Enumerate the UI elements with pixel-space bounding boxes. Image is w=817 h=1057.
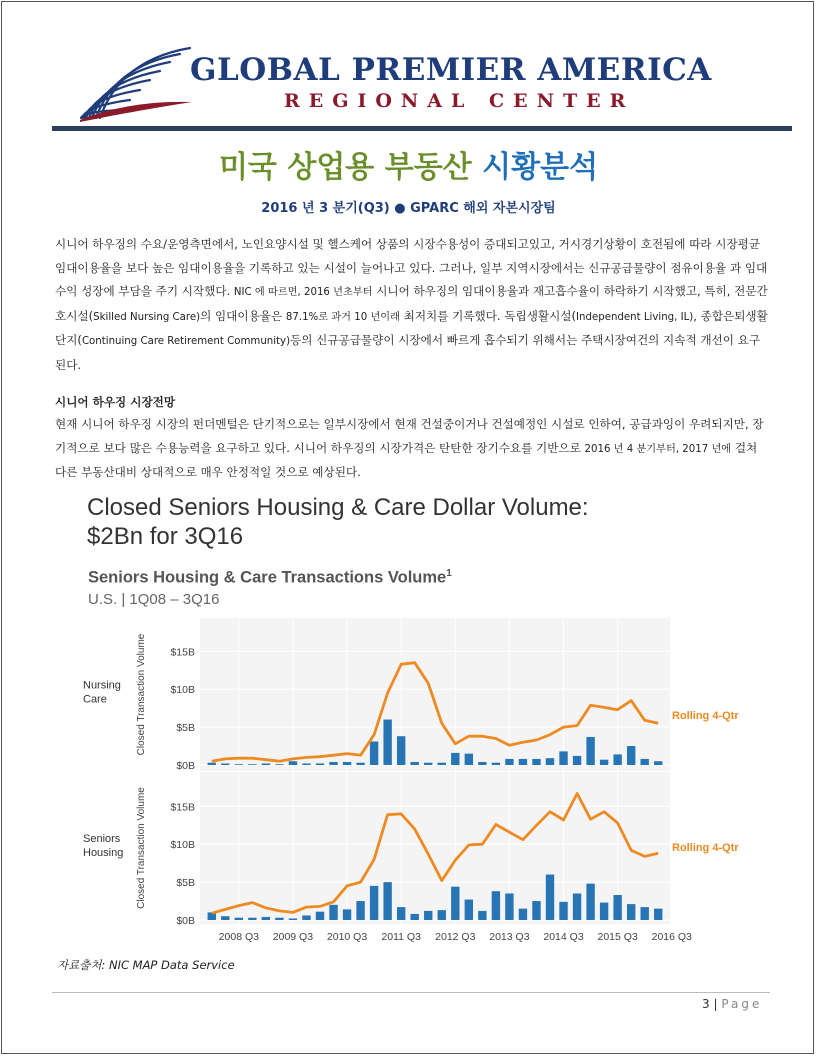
volume-bar xyxy=(248,764,256,765)
page-separator: | xyxy=(713,997,718,1011)
chart-figure xyxy=(80,490,739,950)
title-part-1: 미국 상업용 부동산 xyxy=(218,150,483,185)
volume-bar xyxy=(546,875,554,920)
volume-bar xyxy=(451,753,459,765)
volume-bar xyxy=(235,918,243,920)
chart-footnote-mark: 1 xyxy=(446,568,452,579)
x-tick-label: 2015 Q3 xyxy=(597,931,638,943)
p1-text-1: 시니어 하우징의 수요/운영측면에서, 노인요양시설 및 헬스케어 상품의 시장수용성이 증대되고있고, 거시경기상황이 호전됨에 따라 시장평균 임대이용율을 보다 높은 임대이용율을 기록하고 있는 시설이 늘어나고 있다. 그러나, 일부 지역시장에서는 신규공급물량이 점유이용율 과 임대수익 성장에 부담을 주기 시작했다. xyxy=(55,237,768,298)
transactions-chart xyxy=(80,490,739,950)
volume-bar xyxy=(397,736,405,765)
volume-bar xyxy=(641,907,649,920)
p1-text-3: 시니어 하우징의 임대이용율과 재고흡수율이 하락하기 시작했고, 특히, 전문간호시설( xyxy=(55,284,768,323)
panel-label: Nursing xyxy=(83,679,121,692)
p2-text-3: 걸쳐 다른 부동산대비 상대적으로 매우 안정적일 것으로 예상된다. xyxy=(55,440,758,479)
org-subtitle: REGIONAL CENTER xyxy=(284,90,635,112)
rolling-annotation: Rolling 4-Qtr xyxy=(672,709,739,722)
paragraph-outlook xyxy=(55,413,770,485)
panel-label: Housing xyxy=(83,847,124,859)
volume-bar xyxy=(383,720,391,765)
paragraph-intro xyxy=(55,233,770,377)
volume-bar xyxy=(262,917,270,920)
p1-text-4: Skilled Nursing Care) xyxy=(93,311,201,323)
logo-icon xyxy=(80,40,195,122)
volume-bar xyxy=(505,893,513,920)
volume-bar xyxy=(586,884,594,920)
x-tick-label: 2012 Q3 xyxy=(435,931,476,943)
section-heading: 시니어 하우징 시장전망 xyxy=(55,395,176,409)
volume-bar xyxy=(329,762,337,765)
volume-bar xyxy=(356,901,364,920)
page-label: Page xyxy=(721,997,763,1011)
volume-bar xyxy=(505,759,513,765)
volume-bar xyxy=(573,756,581,765)
volume-bar xyxy=(573,893,581,920)
y-axis-label: Closed Transaction Volume xyxy=(136,633,147,756)
volume-bar xyxy=(356,763,364,765)
volume-bar xyxy=(370,886,378,920)
report-subtitle: 2016 년 3 분기(Q3) ● GPARC 해외 자본시장팀 xyxy=(261,201,556,216)
volume-bar xyxy=(221,763,229,765)
p1-text-6: 87.1%로 과거 10 년이래 xyxy=(285,311,400,323)
volume-bar xyxy=(235,764,243,765)
header-divider xyxy=(52,126,792,131)
panel-label: Seniors xyxy=(83,833,121,845)
volume-bar xyxy=(586,737,594,765)
volume-bar xyxy=(465,754,473,765)
volume-bar xyxy=(613,754,621,765)
page-number xyxy=(702,997,762,1011)
volume-bar xyxy=(627,904,635,920)
volume-bar xyxy=(532,759,540,765)
chart-subtitle-text: Seniors Housing & Care Transactions Volume xyxy=(88,568,447,587)
volume-bar xyxy=(546,758,554,765)
volume-bar xyxy=(343,909,351,920)
y-tick-label: $15B xyxy=(170,801,195,814)
rolling-annotation: Rolling 4-Qtr xyxy=(672,842,739,855)
y-tick-label: $15B xyxy=(170,646,195,659)
volume-bar xyxy=(438,910,446,920)
footer-divider xyxy=(52,992,770,993)
y-axis-label: Closed Transaction Volume xyxy=(136,787,147,909)
volume-bar xyxy=(262,763,270,765)
p2-text-2: 2016 년 4 분기부터, 2017 년에 xyxy=(584,443,732,455)
p1-text-11: 등의 신규공급물량이 시장에서 빠르게 흡수되기 위해서는 주택시장여건의 지속적 개선이 요구된다. xyxy=(55,333,761,372)
p2-text-1: 현재 시니어 하우징 시장의 펀더멘털은 단기적으로는 일부시장에서 현재 건설중이거나 건설예정인 시설로 인하여, 공급과잉이 우려되지만, 장기적으로 보다 많은 수용능력을 요구하고 있다. 시니어 하우징의 시장가격은 탄탄한 장기수요를 기반으로 xyxy=(55,417,764,455)
volume-bar xyxy=(316,912,324,920)
volume-bar xyxy=(519,759,527,765)
volume-bar xyxy=(329,905,337,920)
volume-bar xyxy=(654,909,662,920)
volume-bar xyxy=(289,918,297,920)
org-name: GLOBAL PREMIER AMERICA xyxy=(190,52,712,88)
volume-bar xyxy=(559,902,567,920)
p1-text-2: NIC 에 따르면, 2016 년초부터 xyxy=(233,287,373,298)
panel-background xyxy=(200,618,670,771)
volume-bar xyxy=(275,764,283,765)
volume-bar xyxy=(424,911,432,920)
volume-bar xyxy=(370,742,378,765)
p1-text-9: , 종합은퇴생활단지( xyxy=(55,308,768,347)
y-tick-label: $0B xyxy=(176,915,195,927)
volume-bar xyxy=(600,760,608,765)
volume-bar xyxy=(411,762,419,765)
chart-heading-line-1: Closed Seniors Housing & Care Dollar Volume: xyxy=(87,494,589,521)
x-tick-label: 2010 Q3 xyxy=(326,931,368,943)
p1-text-5: 의 임대이용율은 xyxy=(200,308,286,323)
volume-bar xyxy=(641,759,649,765)
y-tick-label: $5B xyxy=(176,877,195,890)
p1-text-8: Independent Living, IL) xyxy=(576,311,694,323)
p1-text-7: 최저치를 기록했다. 독립생활시설( xyxy=(399,308,577,323)
volume-bar xyxy=(343,762,351,765)
volume-bar xyxy=(478,911,486,920)
volume-bar xyxy=(465,900,473,920)
volume-bar xyxy=(316,763,324,765)
x-tick-label: 2011 Q3 xyxy=(381,931,421,943)
volume-bar xyxy=(411,914,419,920)
volume-bar xyxy=(519,909,527,920)
volume-bar xyxy=(627,746,635,765)
volume-bar xyxy=(397,907,405,920)
volume-bar xyxy=(424,763,432,765)
x-tick-label: 2013 Q3 xyxy=(489,931,530,943)
x-tick-label: 2016 Q3 xyxy=(651,931,692,943)
panel-background xyxy=(200,772,670,924)
source-note: 자료출처: NIC MAP Data Service xyxy=(57,958,235,972)
volume-bar xyxy=(492,891,500,920)
x-tick-label: 2008 Q3 xyxy=(218,931,259,943)
volume-bar xyxy=(613,895,621,920)
p1-text-10: Continuing Care Retirement Community) xyxy=(81,336,291,347)
page-number-value: 3 xyxy=(702,997,710,1011)
page-title xyxy=(0,142,817,186)
volume-bar xyxy=(221,916,229,920)
panel-label: Care xyxy=(83,693,107,706)
volume-bar xyxy=(248,918,256,920)
x-tick-label: 2009 Q3 xyxy=(272,931,314,943)
y-tick-label: $10B xyxy=(170,684,195,697)
chart-period: U.S. | 1Q08 – 3Q16 xyxy=(88,591,220,608)
y-tick-label: $10B xyxy=(170,839,195,852)
volume-bar xyxy=(532,901,540,920)
volume-bar xyxy=(302,763,310,765)
volume-bar xyxy=(438,763,446,765)
volume-bar xyxy=(654,761,662,765)
volume-bar xyxy=(451,887,459,920)
volume-bar xyxy=(383,882,391,920)
y-tick-label: $0B xyxy=(176,760,195,772)
volume-bar xyxy=(600,903,608,920)
volume-bar xyxy=(559,751,567,765)
title-part-2: 시황분석 xyxy=(482,150,599,185)
x-tick-label: 2014 Q3 xyxy=(543,931,584,943)
volume-bar xyxy=(275,918,283,920)
volume-bar xyxy=(492,763,500,765)
volume-bar xyxy=(208,763,216,765)
y-tick-label: $5B xyxy=(176,722,195,735)
volume-bar xyxy=(302,915,310,920)
volume-bar xyxy=(478,762,486,765)
chart-heading-line-2: $2Bn for 3Q16 xyxy=(87,523,244,550)
volume-bar xyxy=(289,761,297,765)
